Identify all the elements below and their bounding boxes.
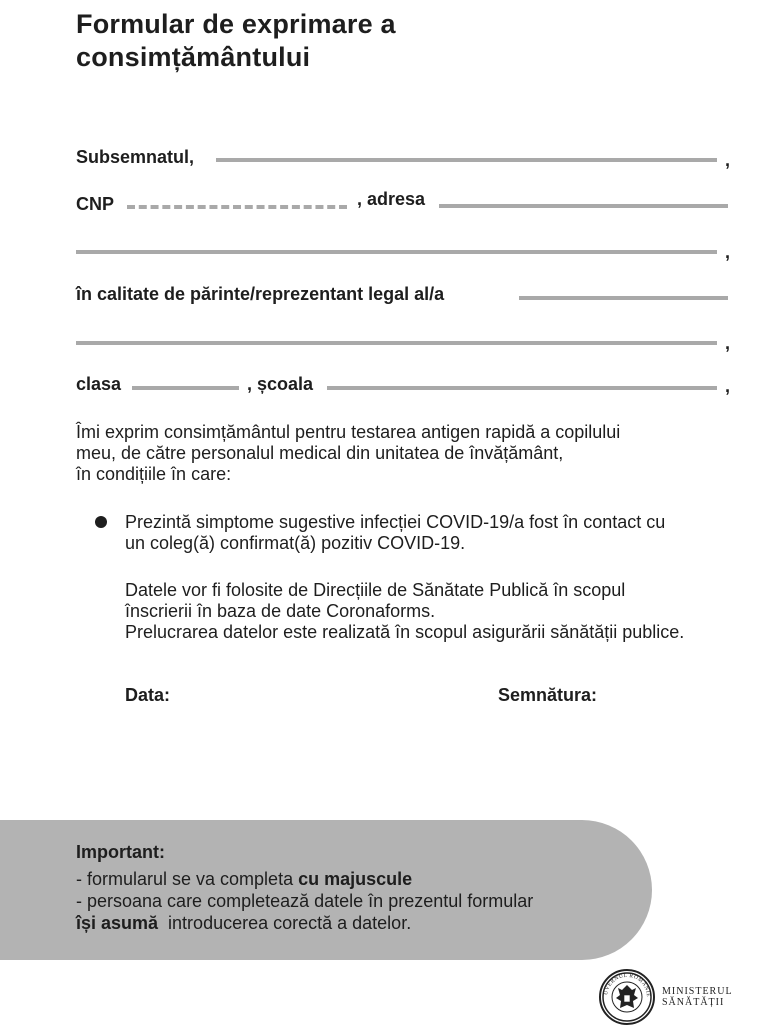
name-field[interactable] bbox=[216, 158, 717, 162]
bullet-line-2: un coleg(ă) confirmat(ă) pozitiv COVID-19. bbox=[125, 533, 466, 553]
seal-text: UVERNUL ROMÂNIE bbox=[603, 972, 652, 998]
important-line-1-prefix: - formularul se va completa bbox=[76, 869, 299, 889]
data-usage-line-2: înscrierii în baza de date Coronaforms. bbox=[125, 601, 436, 621]
data-usage-paragraph bbox=[125, 580, 765, 643]
signature-label: Semnătura: bbox=[498, 685, 598, 705]
title-line-2: consimțământului bbox=[76, 42, 311, 72]
ministry-name bbox=[662, 986, 733, 1008]
consent-paragraph bbox=[76, 422, 756, 485]
page-title bbox=[76, 8, 596, 74]
seal-graphic bbox=[601, 971, 653, 1023]
bullet-line-1: Prezintă simptome sugestive infecției COVID-19/a fost în contact cu bbox=[125, 512, 666, 532]
child-name-field-continued[interactable] bbox=[76, 341, 717, 345]
important-line-3 bbox=[76, 912, 636, 934]
child-name-field[interactable] bbox=[519, 296, 728, 300]
bullet-item bbox=[125, 512, 765, 554]
class-field[interactable] bbox=[132, 386, 239, 390]
comma-3: , bbox=[725, 333, 731, 353]
date-label: Data: bbox=[125, 685, 171, 705]
subsemnatul-label: Subsemnatul, bbox=[76, 147, 195, 167]
ministry-line-1: MINISTERUL bbox=[662, 986, 733, 997]
important-line-1-bold: cu majuscule bbox=[298, 869, 413, 889]
important-line-3-rest: introducerea corectă a datelor. bbox=[158, 913, 412, 933]
data-usage-line-1: Datele vor fi folosite de Direcțiile de Sănătate Publică în scopul bbox=[125, 580, 626, 600]
comma-2: , bbox=[725, 242, 731, 262]
clasa-label: clasa bbox=[76, 374, 122, 394]
address-field[interactable] bbox=[439, 204, 728, 208]
consent-line-1: Îmi exprim consimțământul pentru testarea antigen rapidă a copilului bbox=[76, 422, 621, 442]
scoala-label: , școala bbox=[247, 374, 314, 394]
comma-4: , bbox=[725, 376, 731, 396]
adresa-label: , adresa bbox=[357, 189, 426, 209]
important-line-2: - persoana care completează datele în prezentul formular bbox=[76, 891, 534, 911]
ministry-line-2: SĂNĂTĂȚII bbox=[662, 997, 725, 1008]
important-title: Important: bbox=[76, 842, 165, 862]
comma-1: , bbox=[725, 150, 731, 170]
government-seal-icon bbox=[599, 969, 655, 1025]
title-line-1: Formular de exprimare a bbox=[76, 9, 396, 39]
school-field[interactable] bbox=[327, 386, 717, 390]
bullet-dot-icon bbox=[95, 516, 107, 528]
cnp-label: CNP bbox=[76, 194, 115, 214]
data-usage-line-3: Prelucrarea datelor este realizată în scopul asigurării sănătății publice. bbox=[125, 622, 685, 642]
important-line-3-bold: își asumă bbox=[76, 913, 159, 933]
cnp-field[interactable] bbox=[127, 205, 347, 209]
consent-line-2: meu, de către personalul medical din unitatea de învățământ, bbox=[76, 443, 564, 463]
calitate-label: în calitate de părinte/reprezentant legal al/a bbox=[76, 284, 445, 304]
consent-line-3: în condițiile în care: bbox=[76, 464, 232, 484]
address-field-continued[interactable] bbox=[76, 250, 717, 254]
important-line-1 bbox=[76, 868, 636, 890]
